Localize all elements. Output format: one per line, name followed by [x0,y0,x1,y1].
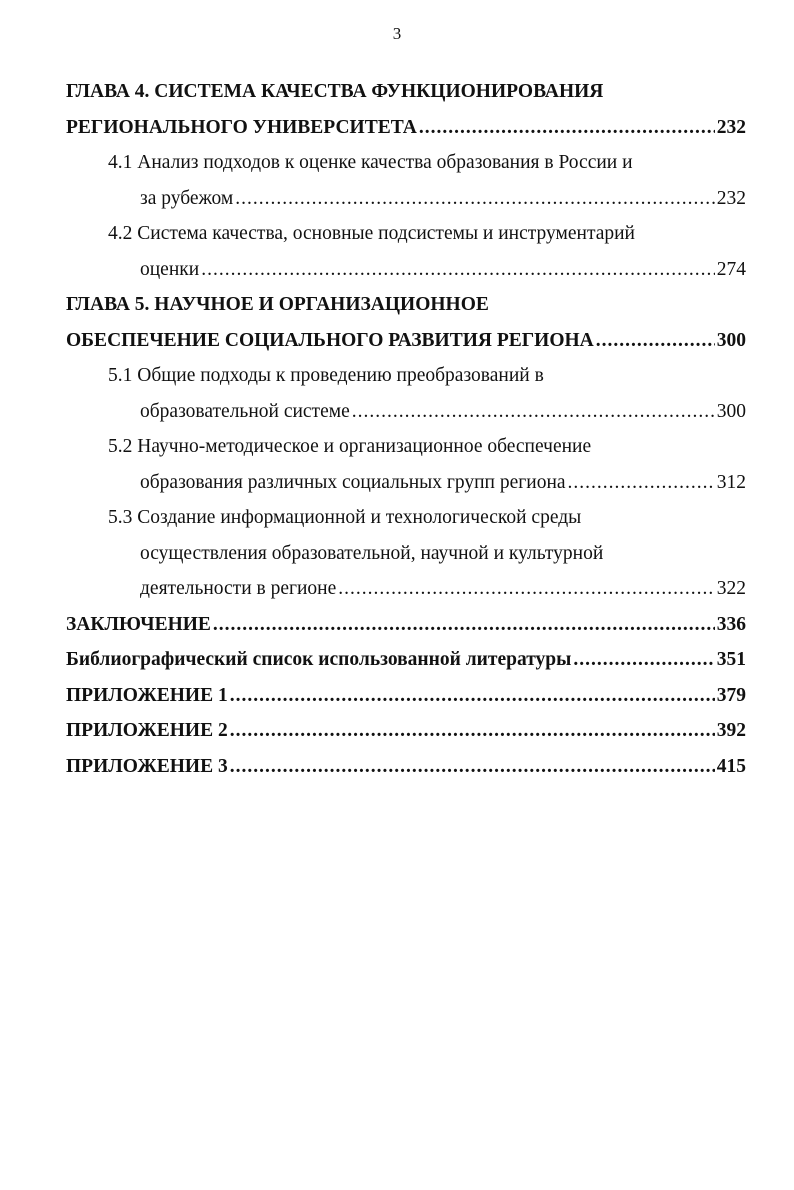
dot-leader [213,607,715,643]
toc-chapter-4-entry[interactable] [66,110,746,146]
toc-entry-text: 5.2 Научно-методическое и организационное обеспечение [108,436,592,457]
toc-section-5-3-continuation [66,536,746,572]
toc-page-number: 336 [716,613,746,635]
toc-entry-text: оценки [140,258,200,280]
toc-page-number: 351 [716,649,746,670]
toc-section-5-3-title [66,500,746,536]
dot-leader [235,181,715,217]
toc-page-number: 322 [716,578,746,599]
dot-leader [338,571,714,607]
toc-page-number: 300 [716,400,746,422]
toc-page-number: 232 [716,187,746,209]
toc-entry-text: 4.2 Система качества, основные подсистемы и инструментарий [108,223,635,244]
table-of-contents [66,74,746,784]
toc-section-5-2-entry[interactable] [66,465,746,501]
dot-leader [230,713,715,749]
toc-page-number: 415 [716,755,746,777]
toc-section-4-2-title [66,216,746,252]
toc-entry-text: 5.3 Создание информационной и технологической среды [108,507,582,528]
page-number: 3 [392,24,402,43]
toc-entry-text: ПРИЛОЖЕНИЕ 2 [66,720,228,741]
toc-entry-text: ГЛАВА 4. СИСТЕМА КАЧЕСТВА ФУНКЦИОНИРОВАНИЯ [66,81,604,102]
toc-entry-text: за рубежом [140,187,234,209]
toc-section-4-1-title [66,145,746,181]
toc-entry-text: ЗАКЛЮЧЕНИЕ [66,613,211,635]
toc-entry-text: ПРИЛОЖЕНИЕ 3 [66,755,228,777]
toc-entry-text: образовательной системе [140,400,350,422]
toc-page-number: 392 [716,720,746,741]
dot-leader [201,252,715,288]
toc-entry-text: ПРИЛОЖЕНИЕ 1 [66,684,228,706]
toc-entry-text: Библиографический список использованной литературы [66,649,572,670]
toc-section-4-1-entry[interactable] [66,181,746,217]
toc-section-5-3-entry[interactable] [66,571,746,607]
dot-leader [352,394,715,430]
toc-page-number: 232 [716,116,746,138]
dot-leader [596,323,715,359]
dot-leader [230,749,715,785]
toc-entry-text: деятельности в регионе [140,578,337,599]
dot-leader [230,678,715,714]
toc-chapter-4-title [66,74,746,110]
toc-page-number: 379 [716,684,746,706]
dot-leader [568,465,715,501]
toc-page-number: 274 [716,258,746,280]
toc-section-5-1-entry[interactable] [66,394,746,430]
toc-section-5-2-title [66,429,746,465]
toc-entry-text: 5.1 Общие подходы к проведению преобразований в [108,365,544,386]
toc-appendix-2-entry[interactable] [66,713,746,749]
toc-entry-text: ГЛАВА 5. НАУЧНОЕ И ОРГАНИЗАЦИОННОЕ [66,294,489,315]
toc-entry-text: осуществления образовательной, научной и культурной [140,542,604,564]
toc-conclusion-entry[interactable] [66,607,746,643]
toc-page-number: 300 [716,329,746,351]
toc-chapter-5-title [66,287,746,323]
toc-entry-text: 4.1 Анализ подходов к оценке качества образования в России и [108,152,633,173]
toc-entry-text: образования различных социальных групп региона [140,471,566,493]
dot-leader [419,110,715,146]
toc-page-number: 312 [716,471,746,493]
toc-entry-text: РЕГИОНАЛЬНОГО УНИВЕРСИТЕТА [66,116,417,138]
toc-appendix-3-entry[interactable] [66,749,746,785]
toc-appendix-1-entry[interactable] [66,678,746,714]
dot-leader [573,642,714,678]
toc-entry-text: ОБЕСПЕЧЕНИЕ СОЦИАЛЬНОГО РАЗВИТИЯ РЕГИОНА [66,329,594,351]
toc-chapter-5-entry[interactable] [66,323,746,359]
toc-section-5-1-title [66,358,746,394]
toc-section-4-2-entry[interactable] [66,252,746,288]
toc-bibliography-entry[interactable] [66,642,746,678]
